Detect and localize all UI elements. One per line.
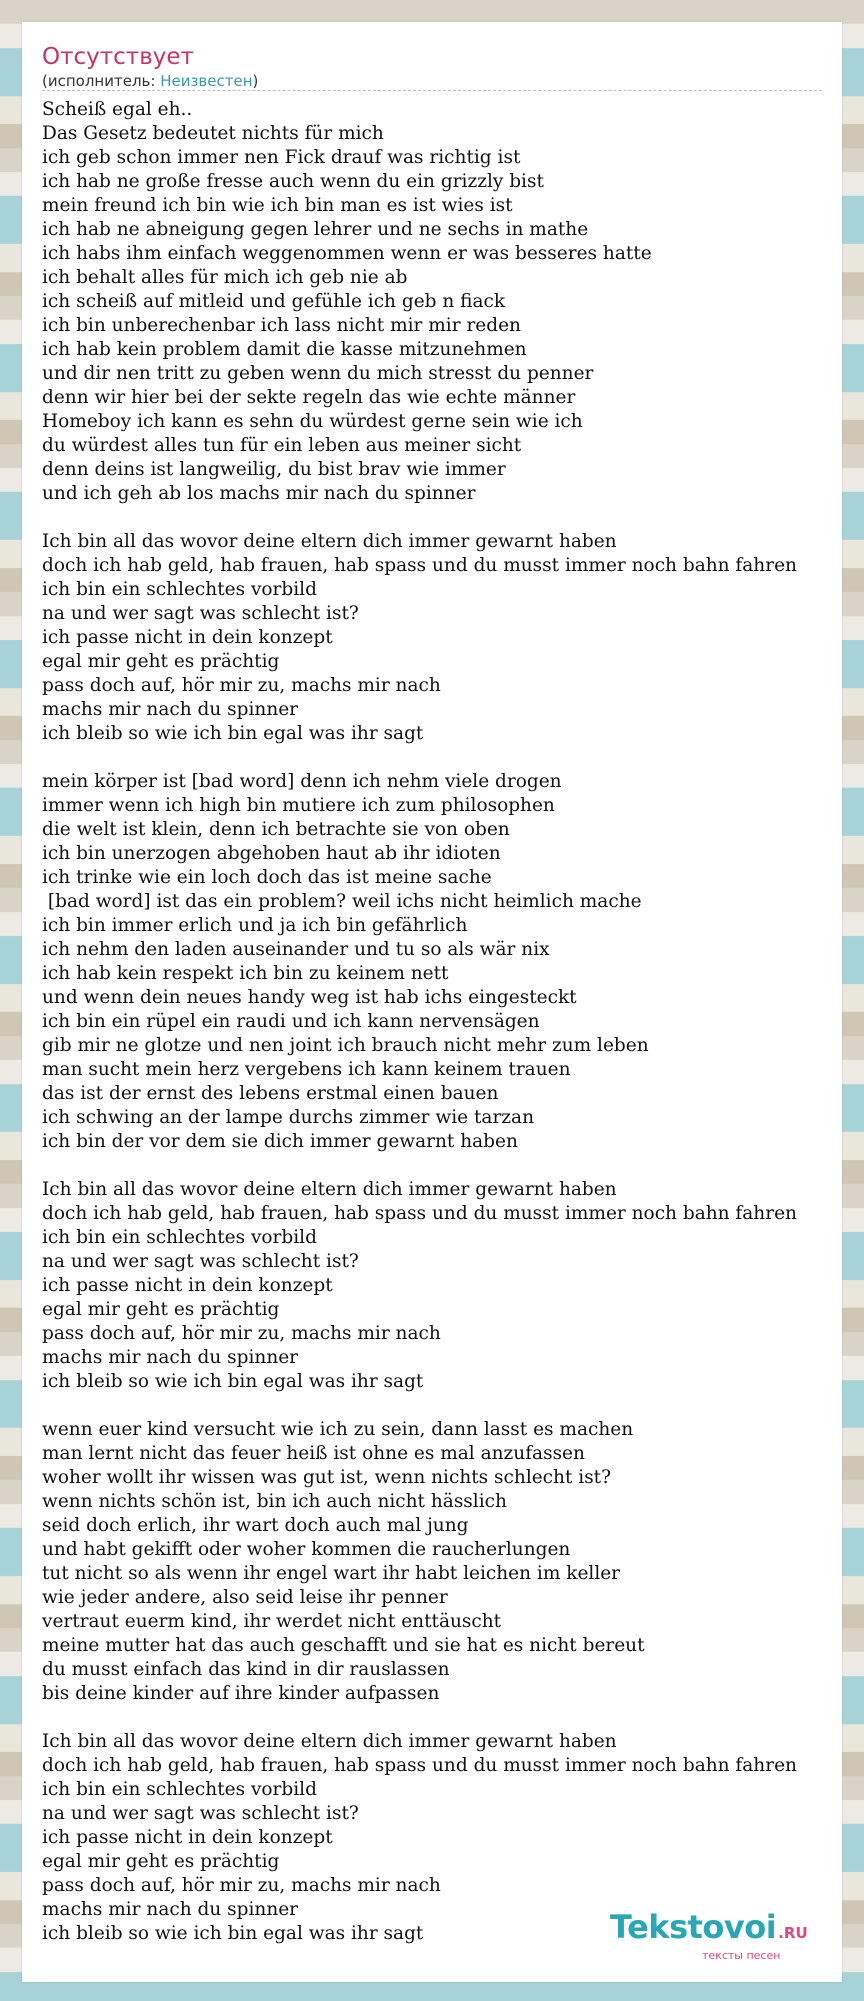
lyrics-card <box>22 22 842 1982</box>
lyrics-text: Scheiß egal eh.. Das Gesetz bedeutet nichts für mich ich geb schon immer nen Fick drauf was richtig ist ich hab ne große fresse auch wenn du ein grizzly bist mein freund ich bin wie ich bin man es ist wies ist ich hab ne abneigung gegen lehrer und ne sechs in mathe ich habs ihm einfach weggenommen wenn er was besseres hatte ich behalt alles für mich ich geb nie ab ich scheiß auf mitleid und gefühle ich geb n fiack ich bin unberechenbar ich lass nicht mir mir reden ich hab kein problem damit die kasse mitzunehmen und dir nen tritt zu geben wenn du mich stresst du penner denn wir hier bei der sekte regeln das wie echte männer Homeboy ich kann es sehn du würdest gerne sein wie ich du würdest alles tun für ein leben aus meiner sicht denn deins ist langweilig, du bist brav wie immer und ich geh ab los machs mir nach du spinner Ich bin all das wovor deine eltern dich immer gewarnt haben doch ich hab geld, hab frauen, hab spass und du musst immer noch bahn fahren ich bin ein schlechtes vorbild na und wer sagt was schlecht ist? ich passe nicht in dein konzept egal mir geht es prächtig pass doch auf, hör mir zu, machs mir nach machs mir nach du spinner ich bleib so wie ich bin egal was ihr sagt mein körper ist [bad word] denn ich nehm viele drogen immer wenn ich high bin mutiere ich zum philosophen die welt ist klein, denn ich betrachte sie von oben ich bin unerzogen abgehoben haut ab ihr idioten ich trinke wie ein loch doch das ist meine sache [bad word] ist das ein problem? weil ichs nicht heimlich mache ich bin immer erlich und ja ich bin gefährlich ich nehm den laden auseinander und tu so als wär nix ich hab kein respekt ich bin zu keinem nett und wenn dein neues handy weg ist hab ichs eingesteckt ich bin ein rüpel ein raudi und ich kann nervensägen gib mir ne glotze und nen joint ich brauch nicht mehr zum leben man sucht mein herz vergebens ich kann keinem trauen das ist der ernst des lebens erstmal einen bauen ich schwing an der lampe durchs zimmer wie tarzan ich bin der vor dem sie dich immer gewarnt haben Ich bin all das wovor deine eltern dich immer gewarnt haben doch ich hab geld, hab frauen, hab spass und du musst immer noch bahn fahren ich bin ein schlechtes vorbild na und wer sagt was schlecht ist? ich passe nicht in dein konzept egal mir geht es prächtig pass doch auf, hör mir zu, machs mir nach machs mir nach du spinner ich bleib so wie ich bin egal was ihr sagt wenn euer kind versucht wie ich zu sein, dann lasst es machen man lernt nicht das feuer heiß ist ohne es mal anzufassen woher wollt ihr wissen was gut ist, wenn nichts schlecht ist? wenn nichts schön ist, bin ich auch nicht hässlich seid doch erlich, ihr wart doch auch mal jung und habt gekifft oder woher kommen die raucherlungen tut nicht so als wenn ihr engel wart ihr habt leichen im keller wie jeder andere, also seid leise ihr penner vertraut euerm kind, ihr werdet nicht enttäuscht meine mutter hat das auch geschafft und sie hat es nicht bereut du musst einfach das kind in dir rauslassen bis deine kinder auf ihre kinder aufpassen Ich bin all das wovor deine eltern dich immer gewarnt haben doch ich hab geld, hab frauen, hab spass und du musst immer noch bahn fahren ich bin ein schlechtes vorbild na und wer sagt was schlecht ist? ich passe nicht in dein konzept egal mir geht es prächtig pass doch auf, hör mir zu, machs mir nach machs mir nach du spinner ich bleib so wie ich bin egal was ihr sagt <box>42 99 797 1944</box>
artist-suffix: ) <box>252 72 259 90</box>
artist-line <box>42 72 258 90</box>
site-logo[interactable] <box>610 1910 830 1962</box>
logo-tld: .RU <box>778 1924 808 1942</box>
logo-wordmark <box>610 1910 830 1950</box>
logo-tagline: тексты песен <box>702 1949 781 1962</box>
artist-prefix: (исполнитель: <box>42 72 161 90</box>
logo-name: Tekstovoi <box>610 1908 777 1946</box>
artist-link[interactable]: Неизвестен <box>160 72 253 90</box>
song-title: Отсутствует <box>42 44 194 70</box>
title-divider <box>42 90 822 91</box>
